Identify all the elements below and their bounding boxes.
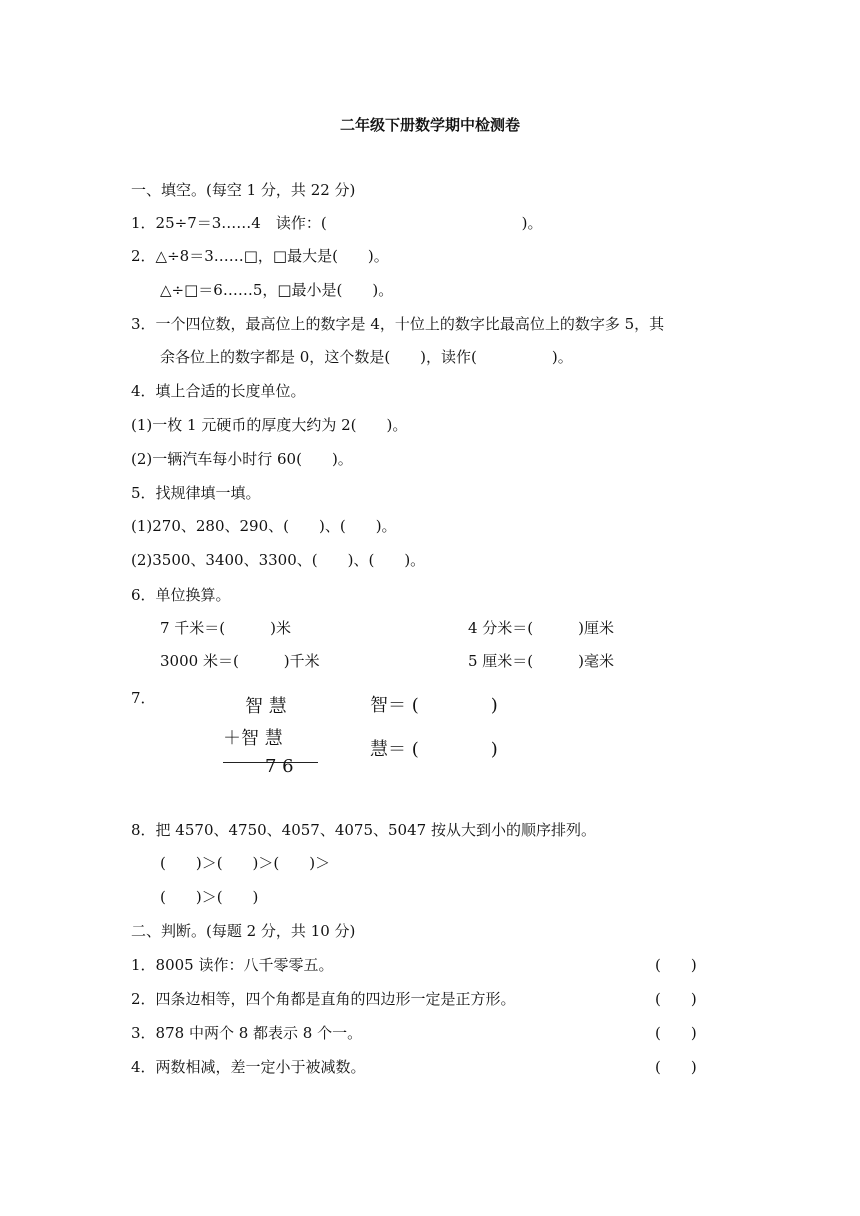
- question-8-line-1: ( )＞( )＞( )＞: [160, 854, 331, 872]
- question-2-line-2: △÷□＝6……5，□最小是( )。: [160, 281, 394, 299]
- question-5-1: (1)270、280、290、( )、( )。: [131, 517, 397, 535]
- judge-paren-4: ( ): [655, 1058, 697, 1076]
- question-6: 6．单位换算。: [131, 586, 231, 604]
- question-7-addend-1: 智 慧: [245, 696, 287, 717]
- question-7-number: 7．: [131, 689, 156, 707]
- question-5: 5．找规律填一填。: [131, 484, 261, 502]
- question-1: 1．25÷7＝3……4 读作：( )。: [131, 214, 543, 232]
- judge-item-3: 3．878 中两个 8 都表示 8 个一。: [131, 1024, 363, 1042]
- judge-item-1: 1．8005 读作：八千零零五。: [131, 956, 334, 974]
- judge-item-4: 4．两数相减，差一定小于被减数。: [131, 1058, 366, 1076]
- judge-paren-2: ( ): [655, 990, 697, 1008]
- page-title: 二年级下册数学期中检测卷: [339, 116, 520, 134]
- question-4-2: (2)一辆汽车每小时行 60( )。: [131, 450, 353, 468]
- question-7-addend-2: ＋智 慧: [223, 728, 283, 749]
- question-5-2: (2)3500、3400、3300、( )、( )。: [131, 551, 426, 569]
- section-2-heading: 二、判断。(每题 2 分，共 10 分): [131, 922, 356, 940]
- question-6-d: 5 厘米＝( )毫米: [468, 652, 615, 670]
- judge-paren-1: ( ): [655, 956, 697, 974]
- section-1-heading: 一、填空。(每空 1 分，共 22 分): [131, 181, 356, 199]
- question-7-answer-1: 智＝ ( ): [370, 695, 498, 716]
- question-8-line-2: ( )＞( ): [160, 888, 259, 906]
- judge-item-2: 2．四条边相等，四个角都是直角的四边形一定是正方形。: [131, 990, 516, 1008]
- question-6-c: 3000 米＝( )千米: [160, 652, 320, 670]
- question-6-a: 7 千米＝( )米: [160, 619, 292, 637]
- question-7-sum: 7 6: [265, 756, 294, 777]
- judge-paren-3: ( ): [655, 1024, 697, 1042]
- question-4-1: (1)一枚 1 元硬币的厚度大约为 2( )。: [131, 416, 408, 434]
- question-7-answer-2: 慧＝ ( ): [370, 739, 498, 760]
- question-8: 8．把 4570、4750、4057、4075、5047 按从大到小的顺序排列。: [131, 821, 596, 839]
- question-3-line-2: 余各位上的数字都是 0，这个数是( )，读作( )。: [160, 348, 573, 366]
- question-3-line-1: 3．一个四位数，最高位上的数字是 4，十位上的数字比最高位上的数字多 5，其: [131, 315, 665, 333]
- question-2-line-1: 2．△÷8＝3……□，□最大是( )。: [131, 247, 389, 265]
- question-4: 4．填上合适的长度单位。: [131, 382, 306, 400]
- question-6-b: 4 分米＝( )厘米: [468, 619, 615, 637]
